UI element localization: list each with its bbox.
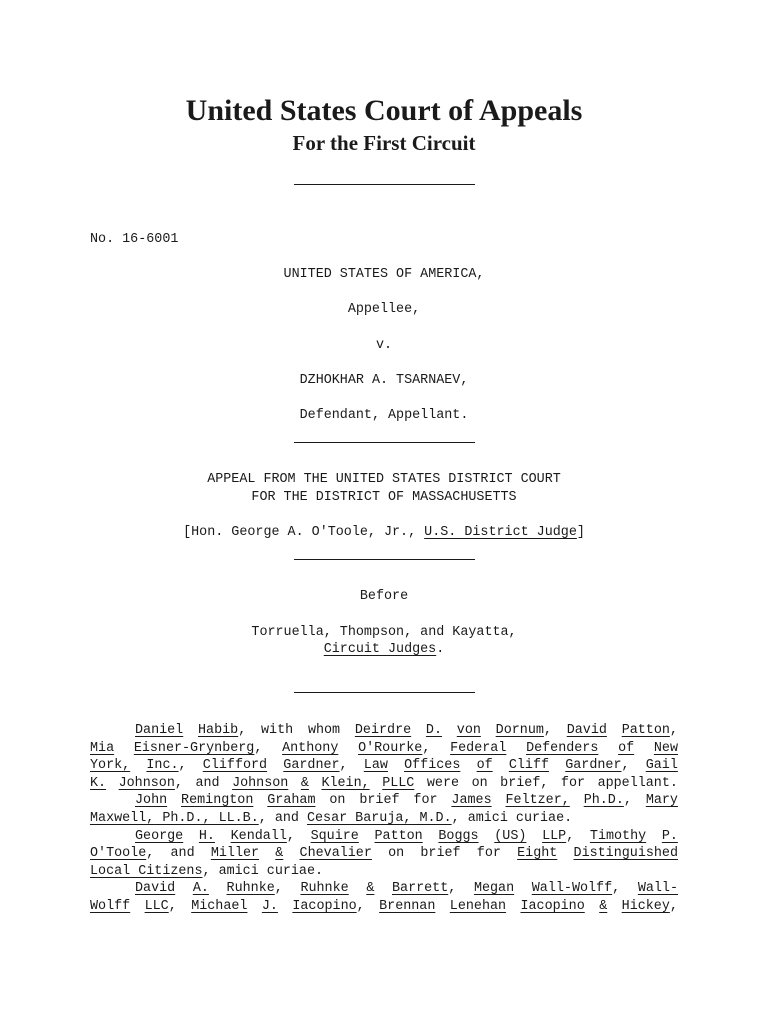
counsel-name-part: Cliff: [508, 758, 550, 774]
counsel-word: [618, 740, 634, 758]
counsel-word: [90, 898, 130, 916]
counsel-name-part: David: [566, 723, 607, 738]
counsel-word: [90, 845, 154, 863]
counsel-name-part: Eight: [517, 846, 558, 862]
counsel-word: [90, 757, 130, 775]
counsel-name-part: Offices: [404, 758, 461, 774]
counsel-name-part: John: [135, 793, 168, 809]
counsel-word: [301, 775, 309, 793]
counsel-text: , and: [258, 810, 307, 826]
counsel-line: [90, 828, 678, 846]
counsel-word: [300, 880, 348, 898]
counsel-word: [231, 828, 295, 846]
counsel-text-part: ,: [669, 898, 678, 914]
counsel-word: [375, 828, 423, 846]
counsel-text-part: ,: [623, 793, 632, 809]
circuit-subtitle: For the First Circuit: [292, 131, 476, 155]
counsel-word: [517, 845, 557, 863]
judge-title: U.S. District Judge: [424, 525, 577, 540]
counsel-name-part: &: [300, 775, 309, 791]
counsel-line: [90, 810, 678, 828]
counsel-text-part: appellant.: [597, 775, 678, 791]
appeal-line-2: FOR THE DISTRICT OF MASSACHUSETTS: [251, 490, 517, 505]
counsel-name-part: New: [653, 740, 678, 756]
counsel-text-part: ,: [168, 898, 177, 914]
counsel-word: [477, 757, 493, 775]
counsel-word: [261, 722, 293, 740]
counsel-word: [500, 775, 548, 793]
counsel-word: [646, 757, 678, 775]
counsel-word: [135, 722, 183, 740]
judge-name: [Hon. George A. O'Toole, Jr.,: [183, 525, 425, 540]
counsel-word: [590, 828, 646, 846]
counsel-word: [438, 828, 478, 846]
counsel-word: [146, 757, 186, 775]
counsel-word: [494, 828, 526, 846]
counsel-word: [275, 845, 283, 863]
defendant-role: Defendant, Appellant.: [299, 408, 469, 423]
counsel-word: [282, 740, 338, 758]
counsel-word: [358, 740, 430, 758]
counsel-name-part: George: [135, 828, 184, 844]
counsel-name-part: James: [451, 793, 492, 809]
counsel-word: [135, 792, 167, 810]
counsel-name-part: Patton: [621, 723, 670, 738]
counsel-word: [404, 757, 460, 775]
counsel-text-part: ,: [274, 881, 283, 897]
counsel-word: [227, 880, 283, 898]
counsel-name-part: Habib: [198, 723, 239, 738]
counsel-word: [321, 775, 369, 793]
counsel-name-part: von: [456, 723, 481, 738]
divider-rule: [294, 559, 475, 560]
counsel-name-part: Ruhnke: [300, 881, 349, 897]
counsel-word: [622, 722, 678, 740]
counsel-name-part: Defenders: [526, 740, 599, 756]
counsel-text-part: ,: [612, 881, 621, 897]
counsel-name-part: D.: [425, 723, 442, 738]
counsel-text-part: on: [329, 793, 346, 809]
counsel-name-part: LLC: [144, 898, 169, 914]
counsel-text-part: ,: [254, 740, 263, 756]
counsel-word: [532, 880, 620, 898]
counsel-word: [198, 722, 246, 740]
counsel-name-part: of: [618, 740, 635, 756]
counsel-name-part: H.: [198, 828, 215, 844]
counsel-word: [211, 845, 259, 863]
counsel-word: [382, 775, 414, 793]
district-judge-line: [0, 524, 768, 542]
counsel-name-part: Deirdre: [354, 723, 412, 738]
counsel-word: [292, 898, 364, 916]
counsel-word: [171, 845, 195, 863]
counsel-text-part: brief,: [500, 775, 549, 791]
counsel-name-part: Lenehan: [449, 898, 507, 914]
counsel-word: [392, 880, 456, 898]
counsel-name: Maxwell, Ph.D., LL.B.: [90, 810, 259, 826]
counsel-name-part: Kendall: [230, 828, 287, 844]
counsel-text-part: ,: [422, 740, 431, 756]
counsel-text-part: ,: [238, 723, 247, 738]
counsel-name-part: Klein,: [321, 775, 370, 791]
counsel-name-part: Dornum: [495, 723, 544, 738]
counsel-name-part: Ruhnke: [226, 881, 275, 897]
panel-judges: Torruella, Thompson, and Kayatta,: [251, 625, 517, 640]
counsel-text-part: ,: [339, 758, 348, 774]
counsel-word: [509, 757, 549, 775]
counsel-word: [329, 792, 345, 810]
counsel-name-part: Ph.D.: [583, 793, 624, 809]
counsel-name-part: Megan: [473, 881, 515, 897]
counsel-word: [450, 898, 506, 916]
counsel-word: [506, 792, 570, 810]
panel-title-line: [0, 641, 768, 659]
counsel-name-part: Gardner: [565, 758, 622, 774]
counsel-word: [426, 722, 442, 740]
counsel-name-part: (US): [494, 828, 527, 844]
counsel-name-part: &: [275, 846, 284, 862]
judge-bracket: ]: [576, 525, 585, 540]
counsel-name-part: Mia: [90, 740, 115, 756]
panel-title-period: .: [436, 642, 445, 657]
counsel-word: [413, 792, 437, 810]
counsel-name-part: Mary: [645, 793, 678, 809]
counsel-line: [90, 757, 678, 775]
counsel-name-part: Eisner-Grynberg: [133, 740, 255, 756]
counsel-word: [145, 898, 177, 916]
counsel-word: [283, 757, 347, 775]
counsel-name-part: A.: [192, 881, 209, 897]
counsel-name-part: Miller: [210, 846, 260, 862]
counsel-word: [311, 828, 359, 846]
counsel-word: [574, 845, 678, 863]
counsel-name-part: Chevalier: [299, 846, 372, 862]
counsel-word: [203, 757, 267, 775]
counsel-name-part: Iacopino: [520, 898, 585, 914]
counsel-word: [451, 792, 491, 810]
counsel-word: [364, 757, 388, 775]
counsel-word: [300, 845, 372, 863]
counsel-text-part: ,: [146, 846, 155, 862]
counsel-text-part: on: [471, 775, 488, 791]
counsel-name-part: Johnson: [118, 775, 175, 791]
counsel-text-part: and: [170, 846, 195, 862]
before-label: Before: [359, 589, 409, 604]
counsel-listing: [90, 722, 678, 916]
counsel-name-part: Brennan: [379, 898, 436, 914]
counsel-word: [134, 740, 263, 758]
counsel-name-part: Barrett: [392, 881, 449, 897]
counsel-name-part: Wall-: [637, 881, 678, 897]
counsel-word: [474, 880, 514, 898]
counsel-text-part: ,: [448, 881, 457, 897]
counsel-word: [359, 792, 399, 810]
court-title: United States Court of Appeals: [185, 94, 583, 127]
counsel-word: [388, 845, 404, 863]
counsel-word: [267, 792, 315, 810]
counsel-name-part: Feltzer,: [505, 793, 570, 809]
counsel-word: [457, 722, 481, 740]
counsel-name-part: &: [599, 898, 608, 914]
counsel-word: [599, 898, 607, 916]
counsel-text-part: ,: [178, 758, 187, 774]
counsel-word: [561, 775, 585, 793]
counsel-name-part: of: [476, 758, 493, 774]
counsel-name-part: PLLC: [382, 775, 415, 791]
counsel-name-part: Federal: [450, 740, 507, 756]
divider-rule: [294, 184, 475, 185]
counsel-name-part: David: [135, 881, 176, 897]
counsel-name-part: J.: [261, 898, 278, 914]
counsel-name-part: Remington: [181, 793, 254, 809]
counsel-name-part: Clifford: [202, 758, 268, 774]
counsel-text: , amici curiae.: [451, 810, 573, 826]
counsel-name-part: Daniel: [135, 723, 184, 738]
counsel-name-part: Anthony: [282, 740, 339, 756]
counsel-word: [232, 775, 288, 793]
counsel-word: [420, 845, 460, 863]
counsel-name-part: Graham: [267, 793, 316, 809]
counsel-word: [366, 880, 374, 898]
counsel-word: [526, 740, 598, 758]
counsel-word: [496, 722, 552, 740]
counsel-word: [584, 792, 632, 810]
counsel-word: [191, 898, 247, 916]
counsel-text-part: with: [261, 723, 294, 738]
counsel-text-part: whom: [307, 723, 341, 738]
counsel-line: [90, 898, 678, 916]
counsel-word: [262, 898, 278, 916]
counsel-name-part: Gardner: [283, 758, 340, 774]
counsel-text-part: ,: [174, 775, 183, 791]
counsel-name-part: Inc.: [146, 758, 179, 774]
counsel-text-part: for: [413, 793, 438, 809]
counsel-name-part: Wolff: [90, 898, 131, 914]
counsel-word: [450, 740, 506, 758]
counsel-name-part: Boggs: [438, 828, 479, 844]
counsel-word: [195, 775, 219, 793]
counsel-name-part: Patton: [374, 828, 423, 844]
counsel-word: [654, 740, 678, 758]
counsel-word: [542, 828, 574, 846]
divider-rule: [294, 442, 475, 443]
counsel-word: [119, 775, 183, 793]
counsel-text-part: brief: [420, 846, 461, 862]
counsel-text-part: ,: [621, 758, 630, 774]
counsel-name-part: &: [366, 881, 375, 897]
counsel-line: [90, 792, 678, 810]
counsel-name-part: K.: [90, 775, 107, 791]
counsel-text-part: ,: [669, 723, 678, 738]
counsel-name-part: P.: [661, 828, 678, 844]
counsel-text-part: were: [426, 775, 460, 791]
counsel-word: [181, 792, 253, 810]
counsel-word: [90, 775, 106, 793]
counsel-name-part: Johnson: [232, 775, 289, 791]
counsel-word: [520, 898, 584, 916]
counsel-line: [90, 880, 678, 898]
counsel-name-part: Distinguished: [573, 846, 678, 862]
counsel-word: [565, 757, 629, 775]
counsel-word: [193, 880, 209, 898]
counsel-word: [477, 845, 501, 863]
counsel-word: [622, 898, 678, 916]
counsel-word: [472, 775, 488, 793]
appeal-line-1: APPEAL FROM THE UNITED STATES DISTRICT COURT: [207, 472, 561, 487]
counsel-name-part: Michael: [191, 898, 248, 914]
counsel-name-part: LLP: [542, 828, 567, 844]
counsel-text-part: on: [388, 846, 405, 862]
counsel-name: Local Citizens: [90, 863, 203, 879]
counsel-name-part: Timothy: [589, 828, 647, 844]
counsel-text-part: ,: [543, 723, 552, 738]
counsel-line: [90, 722, 678, 740]
defendant-name: DZHOKHAR A. TSARNAEV,: [299, 373, 469, 388]
counsel-name-part: Squire: [310, 828, 359, 844]
counsel-line: [90, 863, 678, 881]
counsel-text-part: for: [476, 846, 501, 862]
counsel-line: [90, 740, 678, 758]
counsel-name-part: O'Toole: [90, 846, 147, 862]
counsel-word: [638, 880, 678, 898]
counsel-word: [567, 722, 607, 740]
counsel-word: [379, 898, 435, 916]
divider-rule: [294, 692, 475, 693]
counsel-text-part: brief: [359, 793, 400, 809]
counsel-word: [427, 775, 459, 793]
counsel-name-part: Iacopino: [292, 898, 357, 914]
counsel-text-part: ,: [566, 828, 575, 844]
counsel-name-part: Hickey: [621, 898, 670, 914]
counsel-line: [90, 775, 678, 793]
counsel-word: [355, 722, 411, 740]
counsel-line: [90, 845, 678, 863]
case-number: No. 16-6001: [90, 232, 179, 247]
counsel-text-part: ,: [356, 898, 365, 914]
counsel-word: [135, 880, 175, 898]
plaintiff-name: UNITED STATES OF AMERICA,: [283, 267, 485, 282]
counsel-name-part: York,: [90, 758, 131, 774]
counsel-name: Cesar Baruja, M.D.: [306, 810, 452, 826]
counsel-text: , amici curiae.: [202, 863, 324, 879]
counsel-word: [308, 722, 340, 740]
counsel-word: [662, 828, 678, 846]
counsel-word: [598, 775, 678, 793]
counsel-text-part: for: [560, 775, 586, 791]
counsel-word: [199, 828, 215, 846]
counsel-word: [135, 828, 183, 846]
plaintiff-role: Appellee,: [347, 302, 421, 317]
counsel-word: [646, 792, 678, 810]
counsel-word: [90, 740, 114, 758]
versus: v.: [375, 338, 393, 353]
counsel-name-part: Law: [363, 758, 388, 774]
panel-title: Circuit Judges: [323, 642, 437, 657]
counsel-text-part: and: [195, 775, 220, 791]
counsel-name-part: Wall-Wolff: [531, 881, 613, 897]
counsel-name-part: Gail: [645, 758, 678, 774]
counsel-name-part: O'Rourke: [358, 740, 423, 756]
counsel-text-part: ,: [286, 828, 295, 844]
